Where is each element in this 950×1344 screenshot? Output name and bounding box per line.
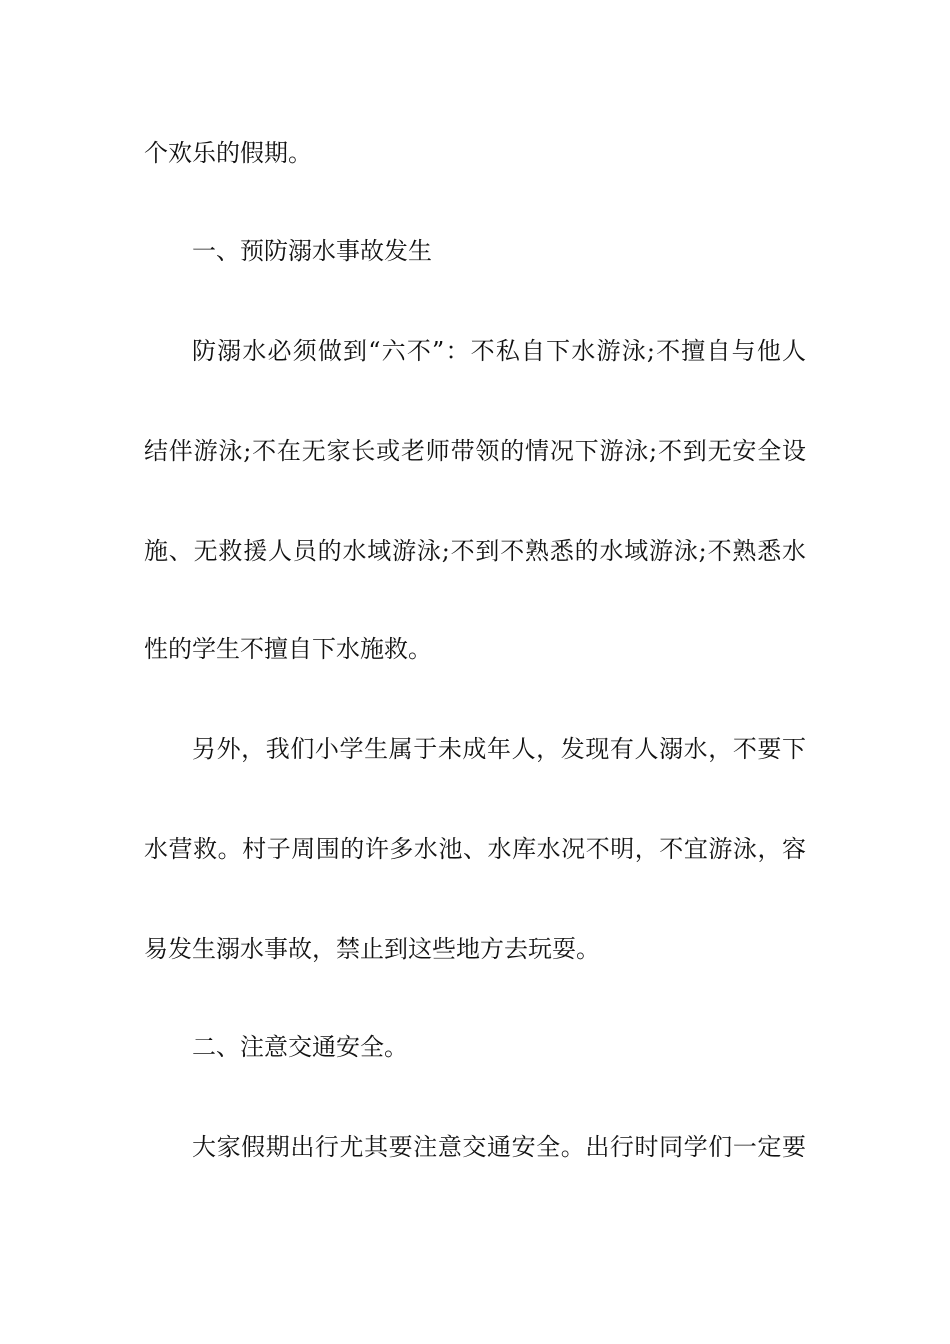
paragraph-line: 水营救。村子周围的许多水池、水库水况不明，不宜游泳，容 — [144, 835, 806, 863]
paragraph-line: 施、无救援人员的水域游泳;不到不熟悉的水域游泳;不熟悉水 — [144, 537, 806, 565]
paragraph-line: 防溺水必须做到“六不”：不私自下水游泳;不擅自与他人 — [192, 337, 806, 365]
section-heading-traffic: 二、注意交通安全。 — [192, 1033, 408, 1061]
paragraph-line: 结伴游泳;不在无家长或老师带领的情况下游泳;不到无安全设 — [144, 437, 806, 465]
paragraph-line: 大家假期出行尤其要注意交通安全。出行时同学们一定要 — [192, 1133, 806, 1161]
paragraph-line-continuation: 个欢乐的假期。 — [144, 139, 312, 167]
section-heading-drowning: 一、预防溺水事故发生 — [192, 237, 432, 265]
paragraph-line: 易发生溺水事故，禁止到这些地方去玩耍。 — [144, 935, 600, 963]
paragraph-line: 性的学生不擅自下水施救。 — [144, 635, 432, 663]
paragraph-line: 另外，我们小学生属于未成年人，发现有人溺水，不要下 — [192, 735, 806, 763]
